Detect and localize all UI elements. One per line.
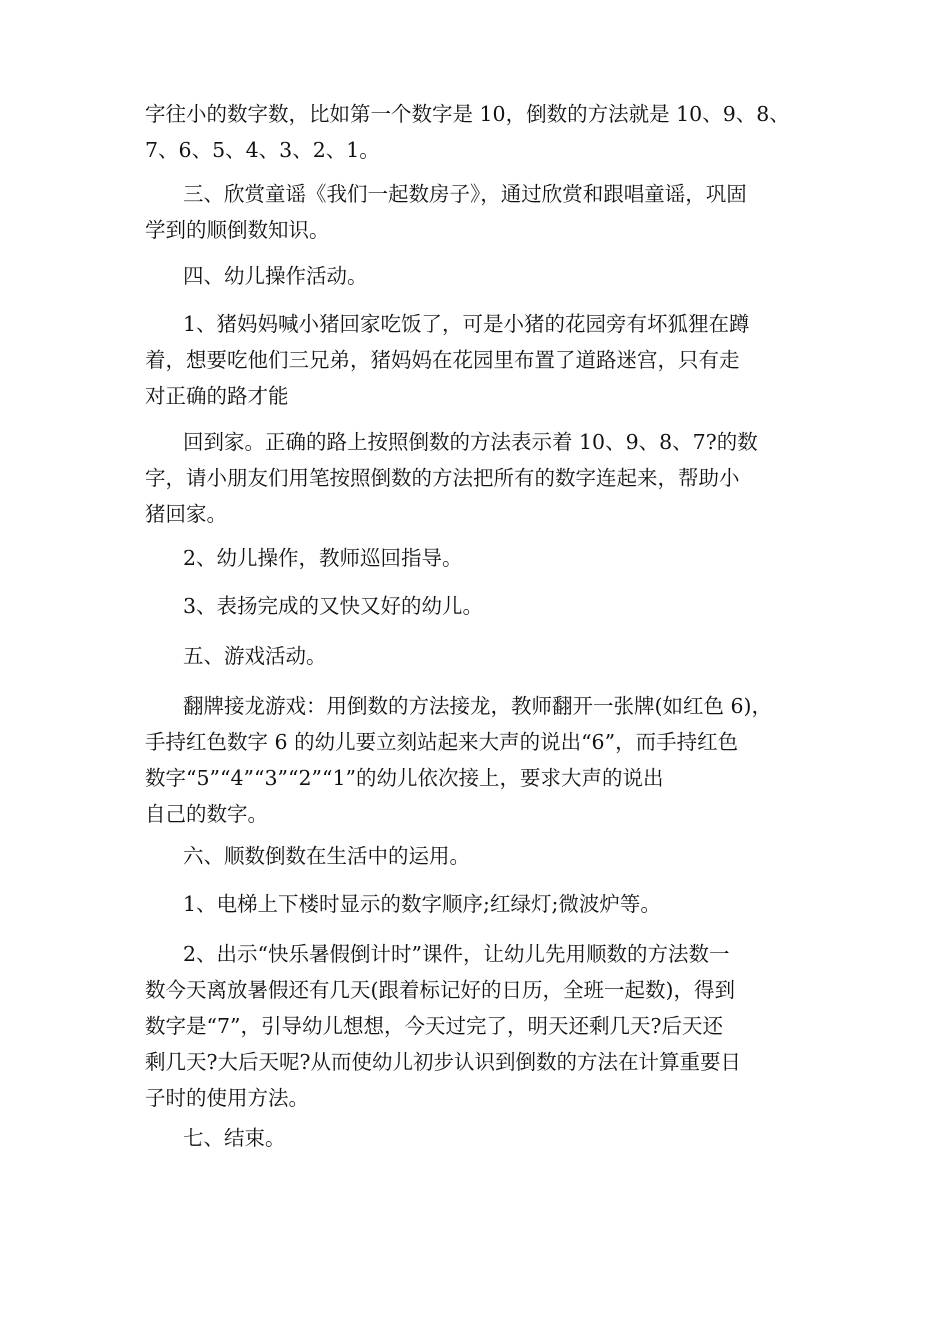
paragraph-section-five-heading: [145, 638, 825, 674]
text-line: 回到家。正确的路上按照倒数的方法表示着 10、9、8、7?的数: [183, 430, 758, 454]
paragraph-section-three: [145, 176, 825, 248]
text-line: 3、表扬完成的又快又好的幼儿。: [183, 594, 484, 618]
text-line: 7、6、5、4、3、2、1。: [145, 138, 380, 162]
text-line: 翻牌接龙游戏：用倒数的方法接龙，教师翻开一张牌(如红色 6)，: [183, 694, 773, 718]
text-line: 子时的使用方法。: [145, 1086, 309, 1110]
text-line: 1、电梯上下楼时显示的数字顺序;红绿灯;微波炉等。: [183, 892, 661, 916]
text-line: 六、顺数倒数在生活中的运用。: [183, 844, 470, 868]
text-line: 剩几天?大后天呢?从而使幼儿初步认识到倒数的方法在计算重要日: [145, 1050, 741, 1074]
paragraph-activity-one: [145, 306, 825, 414]
paragraph-section-six-heading: [145, 838, 825, 874]
text-line: 1、猪妈妈喊小猪回家吃饭了，可是小猪的花园旁有坏狐狸在蹲: [183, 312, 750, 336]
text-line: 2、幼儿操作，教师巡回指导。: [183, 546, 463, 570]
text-line: 字，请小朋友们用笔按照倒数的方法把所有的数字连起来，帮助小: [145, 466, 740, 490]
paragraph-section-seven-heading: [145, 1120, 825, 1156]
paragraph-card-game: [145, 688, 825, 832]
paragraph-section-four-heading: [145, 258, 825, 294]
text-line: 四、幼儿操作活动。: [183, 264, 368, 288]
text-line: 自己的数字。: [145, 802, 268, 826]
text-line: 数今天离放暑假还有几天(跟着标记好的日历，全班一起数)，得到: [145, 978, 735, 1002]
text-line: 猪回家。: [145, 502, 227, 526]
paragraph-activity-two: [145, 540, 825, 576]
text-line: 学到的顺倒数知识。: [145, 218, 330, 242]
text-line: 五、游戏活动。: [183, 644, 327, 668]
text-line: 对正确的路才能: [145, 384, 289, 408]
text-line: 数字“5”“4”“3”“2”“1”的幼儿依次接上，要求大声的说出: [145, 766, 664, 790]
text-line: 三、欣赏童谣《我们一起数房子》，通过欣赏和跟唱童谣，巩固: [183, 182, 747, 206]
text-line: 着，想要吃他们三兄弟，猪妈妈在花园里布置了道路迷宫，只有走: [145, 348, 740, 372]
paragraph-activity-three: [145, 588, 825, 624]
text-line: 七、结束。: [183, 1126, 286, 1150]
paragraph-daily-life-two: [145, 936, 825, 1116]
paragraph-counting-down-example: [145, 96, 825, 168]
paragraph-daily-life-one: [145, 886, 825, 922]
paragraph-activity-one-continued: [145, 424, 825, 532]
text-line: 数字是“7”，引导幼儿想想，今天过完了，明天还剩几天?后天还: [145, 1014, 723, 1038]
text-line: 字往小的数字数，比如第一个数字是 10，倒数的方法就是 10、9、8、: [145, 102, 790, 126]
text-line: 手持红色数字 6 的幼儿要立刻站起来大声的说出“6”，而手持红色: [145, 730, 739, 754]
text-line: 2、出示“快乐暑假倒计时”课件，让幼儿先用顺数的方法数一: [183, 942, 730, 966]
